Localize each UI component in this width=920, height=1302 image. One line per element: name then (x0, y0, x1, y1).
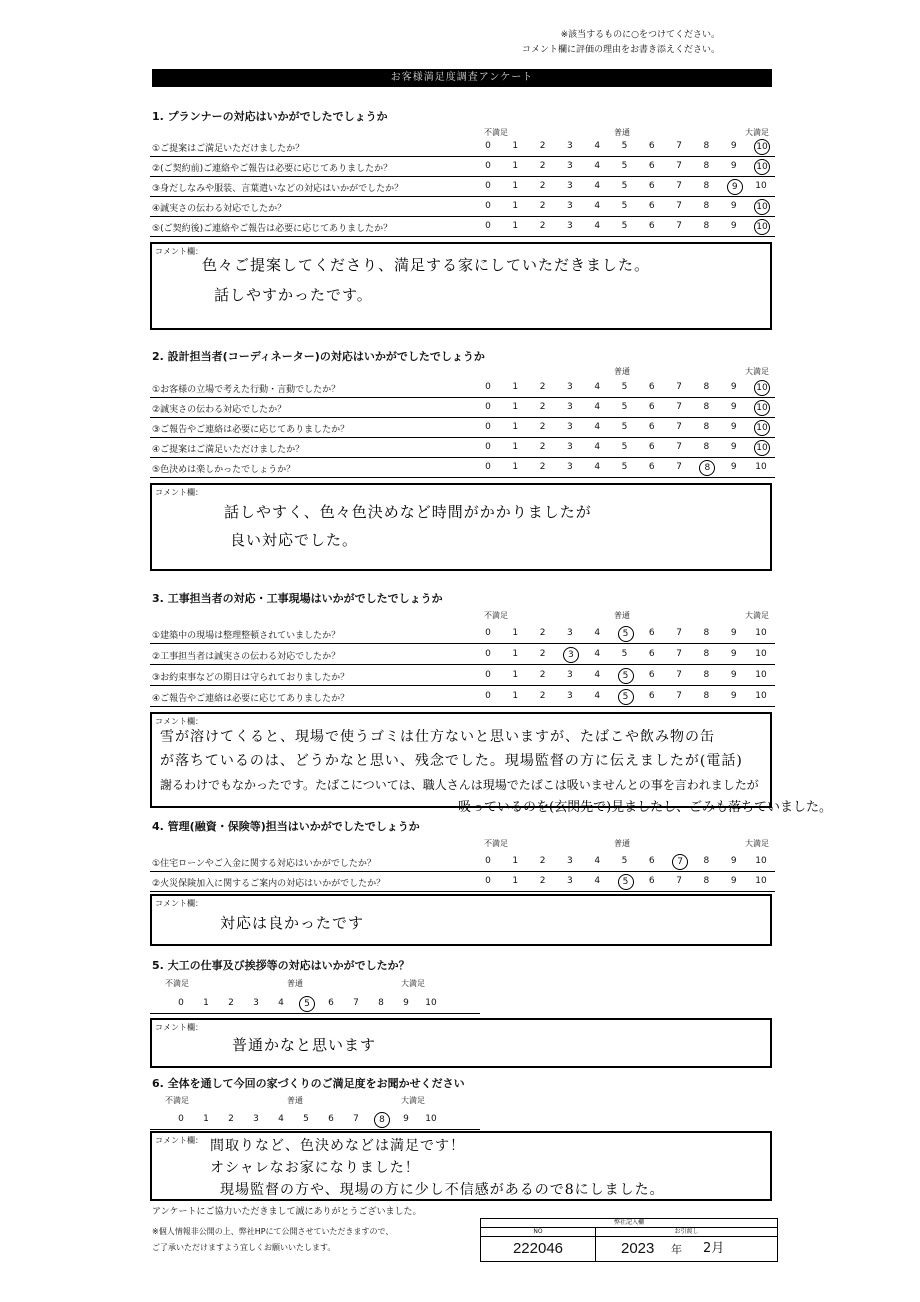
rating-option[interactable]: 6 (648, 221, 655, 231)
rating-option[interactable]: 2 (228, 1114, 234, 1124)
section-3-title: 3. 工事担当者の対応・工事現場はいかがでしたでしょうか (152, 592, 443, 605)
rating-option[interactable]: 9 (730, 691, 737, 701)
question-row (150, 378, 775, 398)
comment-line: 良い対応でした。 (230, 531, 359, 549)
comment-line: 雪が溶けてくると、現場で使うゴミは仕方ないと思いますが、たばこや飲み物の缶 (160, 729, 715, 745)
question-text: ③ご報告やご連絡は必要に応じてありましたか？ (152, 425, 350, 435)
thanks-text: アンケートにご協力いただきまして誠にありがとうございました。 (152, 1207, 422, 1217)
section-2-title: 2. 設計担当者(コーディネーター)の対応はいかがでしたでしょうか (152, 350, 485, 363)
rating-option[interactable]: 10 (755, 691, 767, 701)
rating-option[interactable]: 10 (755, 181, 767, 191)
comment-box-6[interactable] (150, 1131, 772, 1201)
rating-option[interactable]: 1 (512, 221, 519, 231)
rating-option[interactable]: 3 (567, 691, 573, 701)
selected-rating[interactable]: 5 (618, 626, 634, 642)
selected-rating[interactable]: 10 (754, 440, 770, 456)
rating-option[interactable]: 8 (703, 691, 710, 701)
rating-option[interactable]: 4 (278, 1114, 284, 1124)
comment-label: コメント欄： (155, 717, 203, 726)
rating-option[interactable]: 0 (485, 876, 491, 886)
rating-option[interactable]: 6 (648, 402, 655, 412)
rating-option[interactable]: 8 (703, 670, 710, 680)
handover-month: 2月 (703, 1241, 725, 1256)
rating-option[interactable]: 3 (567, 442, 573, 452)
rating-option[interactable]: 5 (621, 422, 628, 432)
selected-rating[interactable]: 9 (727, 179, 743, 195)
rating-option[interactable]: 0 (485, 649, 491, 659)
question-text: ⑤色決めは楽しかったでしょうか？ (152, 465, 296, 475)
rating-option[interactable]: 10 (755, 670, 767, 680)
rating-option[interactable]: 1 (512, 628, 519, 638)
scale-mid-label: 普通 (287, 1096, 303, 1105)
rating-option[interactable]: 9 (730, 422, 737, 432)
rating-option[interactable]: 0 (178, 1114, 184, 1124)
selected-rating[interactable]: 10 (754, 420, 770, 436)
question-text: ⑤(ご契約後)ご連絡やご報告は必要に応じてありましたか？ (152, 224, 393, 234)
rating-option[interactable]: 4 (594, 670, 601, 680)
scale-low-label: 不満足 (484, 128, 508, 137)
handover-label: お引渡し (596, 1228, 777, 1237)
scale-high-label: 大満足 (745, 128, 769, 137)
rating-option[interactable]: 1 (512, 161, 519, 171)
rating-option[interactable]: 6 (648, 670, 655, 680)
instruction-note-2: コメント欄に評価の理由をお書き添えください。 (521, 45, 720, 55)
instruction-note-1: ※該当するものに○をつけてください。 (560, 30, 720, 40)
question-text: ②(ご契約前)ご連絡やご報告は必要に応じてありましたか？ (152, 164, 393, 174)
rating-option[interactable]: 2 (539, 876, 546, 886)
rating-option[interactable]: 7 (353, 998, 359, 1008)
rating-option[interactable]: 3 (567, 462, 573, 472)
rating-option[interactable]: 0 (485, 856, 491, 866)
office-use-table (480, 1218, 778, 1262)
question-text: ③お約束事などの期日は守られておりましたか？ (152, 673, 350, 683)
rating-option[interactable]: 3 (567, 670, 573, 680)
rating-option[interactable]: 4 (594, 221, 601, 231)
rating-option[interactable]: 10 (755, 876, 767, 886)
rating-option[interactable]: 2 (539, 402, 546, 412)
rating-option[interactable]: 0 (485, 670, 491, 680)
rating-option[interactable]: 1 (512, 856, 519, 866)
comment-label: コメント欄： (155, 1136, 203, 1145)
rating-option[interactable]: 0 (485, 161, 491, 171)
rating-option[interactable]: 7 (676, 141, 682, 151)
rating-option[interactable]: 5 (621, 221, 628, 231)
rating-option[interactable]: 3 (567, 141, 573, 151)
rating-option[interactable]: 6 (648, 856, 655, 866)
selected-rating[interactable]: 5 (618, 668, 634, 684)
question-row (150, 624, 775, 644)
question-text: ①住宅ローンやご入金に関する対応はいかがでしたか？ (152, 859, 376, 869)
selected-rating[interactable]: 5 (299, 996, 315, 1012)
privacy-note-1: ※個人情報非公開の上、弊社HPにて公開させていただきますので、 (152, 1227, 394, 1236)
rating-option[interactable]: 8 (378, 998, 384, 1008)
comment-line: 普通かなと思います (232, 1036, 377, 1054)
rating-option[interactable]: 5 (621, 181, 628, 191)
comment-box-3[interactable] (150, 712, 772, 808)
rating-option[interactable]: 2 (539, 181, 546, 191)
rating-option[interactable]: 7 (676, 382, 682, 392)
selected-rating[interactable]: 10 (754, 199, 770, 215)
rating-option[interactable]: 2 (539, 201, 546, 211)
rating-option[interactable]: 6 (328, 1114, 334, 1124)
comment-box-4[interactable] (150, 894, 772, 946)
rating-option[interactable]: 1 (512, 181, 519, 191)
rating-option[interactable]: 9 (730, 402, 737, 412)
rating-option[interactable]: 8 (703, 201, 710, 211)
rating-option[interactable]: 4 (594, 649, 601, 659)
rating-option[interactable]: 4 (594, 856, 601, 866)
scale-mid-label: 普通 (287, 979, 303, 988)
question-row (150, 458, 775, 478)
rating-option[interactable]: 8 (703, 649, 710, 659)
rating-option[interactable]: 3 (567, 201, 573, 211)
rating-option[interactable]: 9 (730, 201, 737, 211)
comment-line: 間取りなど、色決めなどは満足です！ (210, 1138, 465, 1154)
rating-option[interactable]: 2 (539, 670, 546, 680)
rating-option[interactable]: 6 (648, 628, 655, 638)
rating-option[interactable]: 2 (539, 382, 546, 392)
rating-option[interactable]: 3 (567, 856, 573, 866)
rating-option[interactable]: 0 (485, 402, 491, 412)
office-use-label: 弊社記入欄 (481, 1219, 777, 1228)
rating-option[interactable]: 4 (594, 691, 601, 701)
rating-option[interactable]: 9 (730, 649, 737, 659)
question-row (150, 872, 775, 892)
rating-option[interactable]: 4 (594, 402, 601, 412)
rating-option[interactable]: 6 (648, 201, 655, 211)
scale-mid-label: 普通 (614, 128, 630, 137)
rating-option[interactable]: 0 (485, 201, 491, 211)
comment-line: 現場監督の方や、現場の方に少し不信感があるので8にしました。 (220, 1182, 665, 1198)
rating-option[interactable]: 6 (648, 876, 655, 886)
rating-option[interactable]: 7 (676, 670, 682, 680)
scale-low-label: 不満足 (484, 611, 508, 620)
rating-option[interactable]: 8 (703, 382, 710, 392)
question-text: ②火災保険加入に関するご案内の対応はいかがでしたか？ (152, 879, 386, 889)
rating-option[interactable]: 7 (676, 649, 682, 659)
rating-option[interactable]: 1 (512, 876, 519, 886)
rating-option[interactable]: 5 (621, 442, 628, 452)
comment-line: 対応は良かったです (220, 914, 365, 932)
rating-option[interactable]: 4 (594, 181, 601, 191)
question-text: ③身だしなみや服装、言葉遣いなどの対応はいかがでしたか？ (152, 184, 404, 194)
rating-option[interactable]: 4 (594, 628, 601, 638)
question-row (150, 197, 775, 217)
scale-low-label: 不満足 (165, 1096, 189, 1105)
rating-option[interactable]: 9 (730, 670, 737, 680)
question-row (150, 1110, 480, 1130)
rating-option[interactable]: 9 (403, 1114, 409, 1124)
rating-option[interactable]: 3 (567, 628, 573, 638)
year-unit: 年 (671, 1243, 682, 1256)
rating-option[interactable]: 4 (594, 201, 601, 211)
rating-option[interactable]: 7 (676, 876, 682, 886)
rating-option[interactable]: 4 (594, 442, 601, 452)
rating-option[interactable]: 8 (703, 161, 710, 171)
rating-option[interactable]: 7 (676, 628, 682, 638)
rating-option[interactable]: 3 (253, 998, 259, 1008)
rating-option[interactable]: 1 (203, 1114, 209, 1124)
comment-line: 話しやすく、色々色決めなど時間がかかりましたが (224, 503, 592, 521)
selected-rating[interactable]: 10 (754, 219, 770, 235)
rating-option[interactable]: 1 (512, 442, 519, 452)
rating-option[interactable]: 6 (648, 422, 655, 432)
question-row (150, 645, 775, 665)
rating-option[interactable]: 8 (703, 876, 710, 886)
privacy-note-2: ご了承いただけますよう宜しくお願いいたします。 (152, 1243, 336, 1252)
rating-option[interactable]: 9 (730, 462, 737, 472)
rating-option[interactable]: 7 (676, 422, 682, 432)
rating-option[interactable]: 0 (485, 382, 491, 392)
rating-option[interactable]: 6 (648, 382, 655, 392)
rating-option[interactable]: 6 (648, 442, 655, 452)
rating-option[interactable]: 4 (594, 382, 601, 392)
question-row (150, 177, 775, 197)
no-value: 222046 (481, 1237, 596, 1261)
rating-option[interactable]: 1 (512, 422, 519, 432)
rating-option[interactable]: 10 (755, 649, 767, 659)
selected-rating[interactable]: 8 (699, 460, 715, 476)
rating-option[interactable]: 0 (485, 181, 491, 191)
rating-option[interactable]: 6 (648, 462, 655, 472)
rating-option[interactable]: 0 (178, 998, 184, 1008)
selected-rating[interactable]: 10 (754, 400, 770, 416)
rating-option[interactable]: 3 (567, 876, 573, 886)
rating-option[interactable]: 3 (567, 382, 573, 392)
selected-rating[interactable]: 10 (754, 380, 770, 396)
rating-option[interactable]: 8 (703, 141, 710, 151)
section-1-title: 1. プランナーの対応はいかがでしたでしょうか (152, 110, 388, 123)
question-row (150, 438, 775, 458)
rating-option[interactable]: 8 (703, 442, 710, 452)
rating-option[interactable]: 0 (485, 442, 491, 452)
rating-option[interactable]: 5 (303, 1114, 309, 1124)
rating-option[interactable]: 3 (567, 402, 573, 412)
section-6-title: 6. 全体を通して今回の家づくりのご満足度をお聞かせください (152, 1077, 465, 1090)
rating-option[interactable]: 9 (730, 442, 737, 452)
rating-option[interactable]: 6 (648, 161, 655, 171)
question-row (150, 137, 775, 157)
rating-option[interactable]: 6 (328, 998, 334, 1008)
question-row (150, 217, 775, 237)
rating-option[interactable]: 0 (485, 462, 491, 472)
rating-option[interactable]: 7 (676, 442, 682, 452)
rating-option[interactable]: 5 (621, 856, 628, 866)
rating-option[interactable]: 5 (621, 462, 628, 472)
rating-option[interactable]: 1 (512, 382, 519, 392)
rating-option[interactable]: 2 (539, 422, 546, 432)
rating-option[interactable]: 3 (567, 161, 573, 171)
rating-option[interactable]: 2 (539, 221, 546, 231)
rating-option[interactable]: 1 (512, 141, 519, 151)
question-row (150, 418, 775, 438)
rating-option[interactable]: 7 (676, 402, 682, 412)
rating-option[interactable]: 4 (594, 462, 601, 472)
rating-option[interactable]: 7 (676, 181, 682, 191)
rating-option[interactable]: 8 (703, 422, 710, 432)
question-text: ②誠実さの伝わる対応でしたか？ (152, 405, 287, 415)
rating-option[interactable]: 2 (539, 856, 546, 866)
scale-mid-label: 普通 (614, 367, 630, 376)
rating-option[interactable]: 6 (648, 649, 655, 659)
rating-option[interactable]: 1 (512, 691, 519, 701)
selected-rating[interactable]: 3 (563, 647, 579, 663)
scale-high-label: 大満足 (745, 611, 769, 620)
rating-option[interactable]: 8 (703, 402, 710, 412)
rating-option[interactable]: 2 (539, 628, 546, 638)
rating-option[interactable]: 1 (512, 670, 519, 680)
question-text: ④誠実さの伝わる対応でしたか？ (152, 204, 287, 214)
page-title: お客様満足度調査アンケート (152, 69, 772, 87)
selected-rating[interactable]: 8 (374, 1112, 390, 1128)
rating-option[interactable]: 1 (512, 201, 519, 211)
scale-low-label: 不満足 (165, 979, 189, 988)
rating-option[interactable]: 3 (567, 181, 573, 191)
question-row (150, 666, 775, 686)
question-row (150, 994, 480, 1014)
question-row (150, 398, 775, 418)
rating-option[interactable]: 2 (539, 442, 546, 452)
rating-option[interactable]: 1 (203, 998, 209, 1008)
rating-option[interactable]: 0 (485, 141, 491, 151)
rating-option[interactable]: 4 (594, 141, 601, 151)
rating-option[interactable]: 0 (485, 628, 491, 638)
comment-label: コメント欄： (155, 488, 203, 497)
rating-option[interactable]: 5 (621, 382, 628, 392)
selected-rating[interactable]: 5 (618, 874, 634, 890)
scale-mid-label: 普通 (614, 611, 630, 620)
rating-option[interactable]: 0 (485, 221, 491, 231)
rating-option[interactable]: 6 (648, 141, 655, 151)
rating-option[interactable]: 2 (539, 691, 546, 701)
rating-option[interactable]: 10 (425, 998, 437, 1008)
scale-mid-label: 普通 (614, 839, 630, 848)
comment-line: 色々ご提案してくださり、満足する家にしていただきました。 (202, 256, 651, 274)
comment-box-2[interactable] (150, 483, 772, 571)
scale-low-label: 不満足 (484, 839, 508, 848)
rating-option[interactable]: 9 (730, 876, 737, 886)
rating-option[interactable]: 9 (730, 141, 737, 151)
rating-option[interactable]: 10 (425, 1114, 437, 1124)
question-text: ①建築中の現場は整理整頓されていましたか？ (152, 631, 341, 641)
rating-option[interactable]: 7 (676, 161, 682, 171)
rating-option[interactable]: 5 (621, 161, 628, 171)
question-text: ④ご提案はご満足いただけましたか？ (152, 445, 305, 455)
comment-label: コメント欄： (155, 247, 203, 256)
rating-option[interactable]: 10 (755, 628, 767, 638)
rating-option[interactable]: 2 (539, 141, 546, 151)
rating-option[interactable]: 1 (512, 649, 519, 659)
selected-rating[interactable]: 10 (754, 139, 770, 155)
rating-option[interactable]: 9 (730, 382, 737, 392)
rating-option[interactable]: 8 (703, 856, 710, 866)
rating-option[interactable]: 5 (621, 402, 628, 412)
comment-line: が落ちているのは、どうかなと思い、残念でした。現場監督の方に伝えましたが(電話) (160, 753, 743, 769)
scale-high-label: 大満足 (745, 367, 769, 376)
rating-option[interactable]: 7 (676, 462, 682, 472)
rating-option[interactable]: 10 (755, 462, 767, 472)
scale-high-label: 大満足 (401, 1096, 425, 1105)
rating-option[interactable]: 8 (703, 181, 710, 191)
rating-option[interactable]: 7 (353, 1114, 359, 1124)
rating-option[interactable]: 9 (403, 998, 409, 1008)
rating-option[interactable]: 3 (567, 221, 573, 231)
scale-high-label: 大満足 (401, 979, 425, 988)
rating-option[interactable]: 0 (485, 422, 491, 432)
rating-option[interactable]: 2 (539, 462, 546, 472)
comment-line: 謝るわけでもなかったです。たばこについては、職人さんは現場でたばこは吸いませんとの事を言われましたが (160, 778, 759, 792)
rating-option[interactable]: 9 (730, 161, 737, 171)
question-row (150, 852, 775, 872)
scale-high-label: 大満足 (745, 839, 769, 848)
rating-option[interactable]: 1 (512, 462, 519, 472)
comment-label: コメント欄： (155, 1023, 203, 1032)
question-text: ②工事担当者は誠実さの伝わる対応でしたか？ (152, 652, 341, 662)
selected-rating[interactable]: 5 (618, 689, 634, 705)
rating-option[interactable]: 5 (621, 649, 628, 659)
question-row (150, 687, 775, 707)
selected-rating[interactable]: 10 (754, 159, 770, 175)
rating-option[interactable]: 1 (512, 402, 519, 412)
selected-rating[interactable]: 7 (672, 854, 688, 870)
rating-option[interactable]: 7 (676, 221, 682, 231)
question-text: ①お客様の立場で考えた行動・言動でしたか？ (152, 385, 341, 395)
section-4-title: 4. 管理(融資・保険等)担当はいかがでしたでしょうか (152, 820, 420, 833)
rating-option[interactable]: 7 (676, 201, 682, 211)
comment-line: オシャレなお家になりました！ (210, 1160, 420, 1176)
rating-option[interactable]: 6 (648, 691, 655, 701)
comment-box-5[interactable] (150, 1018, 772, 1068)
rating-option[interactable]: 10 (755, 856, 767, 866)
rating-option[interactable]: 5 (621, 141, 628, 151)
rating-option[interactable]: 2 (539, 649, 546, 659)
comment-label: コメント欄： (155, 899, 203, 908)
comment-box-1[interactable] (150, 242, 772, 330)
rating-option[interactable]: 8 (703, 221, 710, 231)
rating-option[interactable]: 2 (228, 998, 234, 1008)
rating-option[interactable]: 3 (567, 422, 573, 432)
rating-option[interactable]: 9 (730, 628, 737, 638)
no-label: NO (481, 1228, 596, 1237)
question-row (150, 157, 775, 177)
rating-option[interactable]: 6 (648, 181, 655, 191)
rating-option[interactable]: 9 (730, 221, 737, 231)
rating-option[interactable]: 3 (253, 1114, 259, 1124)
section-5-title: 5. 大工の仕事及び挨拶等の対応はいかがでしたか？ (152, 959, 410, 972)
comment-line: 吸っているのを(玄関先で)見ましたし、ごみも落ちていました。 (458, 800, 833, 815)
handover-year: 2023 (621, 1240, 655, 1257)
comment-line: 話しやすかったです。 (214, 286, 373, 304)
rating-option[interactable]: 2 (539, 161, 546, 171)
rating-option[interactable]: 4 (594, 161, 601, 171)
rating-option[interactable]: 4 (278, 998, 284, 1008)
question-text: ①ご提案はご満足いただけましたか？ (152, 144, 305, 154)
rating-option[interactable]: 9 (730, 856, 737, 866)
rating-option[interactable]: 4 (594, 422, 601, 432)
rating-option[interactable]: 5 (621, 201, 628, 211)
rating-option[interactable]: 8 (703, 628, 710, 638)
rating-option[interactable]: 7 (676, 691, 682, 701)
question-text: ④ご報告やご連絡は必要に応じてありましたか？ (152, 694, 350, 704)
rating-option[interactable]: 0 (485, 691, 491, 701)
rating-option[interactable]: 4 (594, 876, 601, 886)
